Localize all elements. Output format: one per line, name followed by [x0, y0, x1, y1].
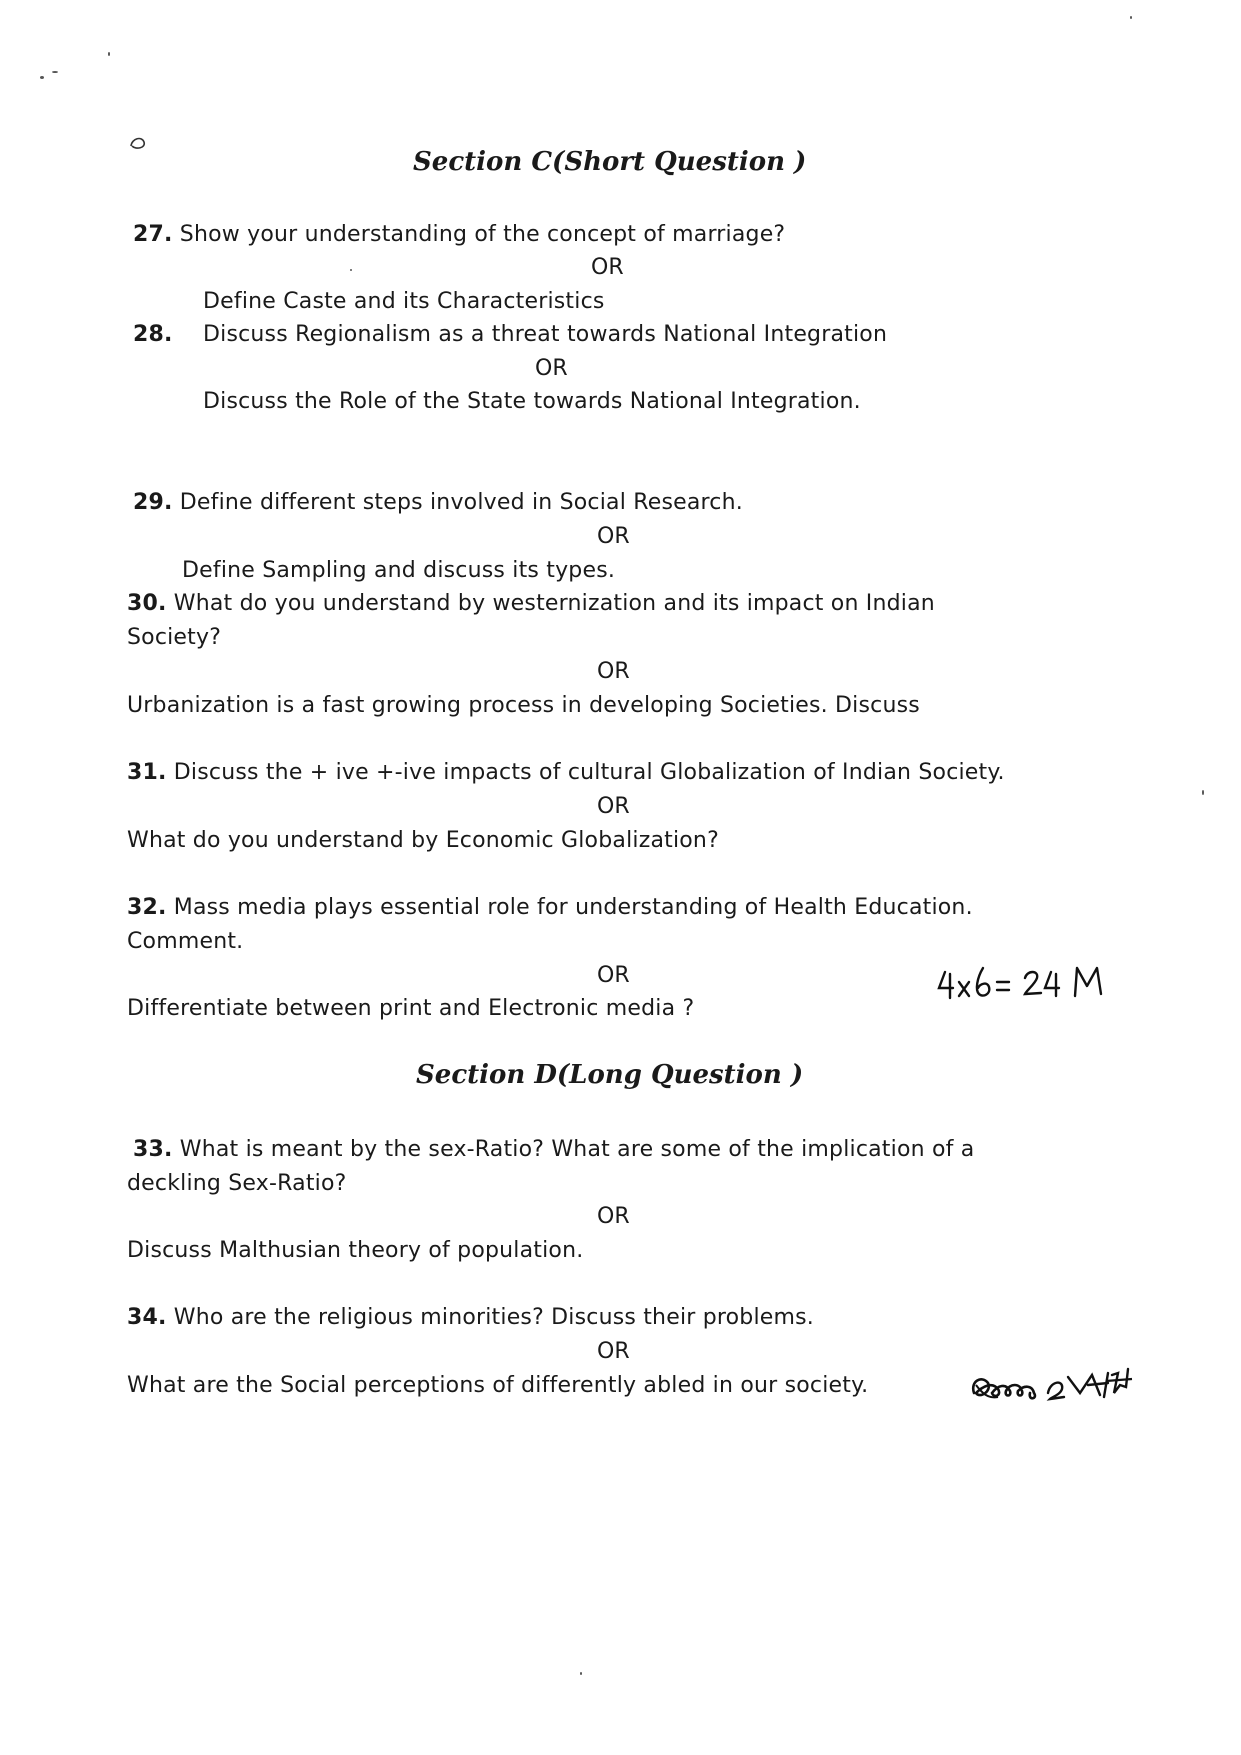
question-32-alternative: Differentiate between print and Electronic media ? [127, 996, 695, 1021]
or-divider: OR [597, 659, 630, 684]
handwritten-signature [968, 1363, 1148, 1409]
or-divider: OR [597, 1204, 630, 1229]
question-text: Mass media plays essential role for understanding of Health Education. [173, 895, 973, 920]
or-divider: OR [591, 255, 624, 280]
corner-scribble [128, 134, 150, 154]
question-31 [127, 759, 1005, 787]
question-text: Discuss Regionalism as a threat towards National Integration [203, 322, 888, 347]
or-divider: OR [597, 524, 630, 549]
scan-speck [1202, 790, 1204, 795]
question-27-alternative: Define Caste and its Characteristics [203, 289, 605, 314]
scan-speck [350, 269, 352, 271]
question-text: What is meant by the sex-Ratio? What are some of the implication of a [179, 1137, 975, 1162]
question-number: 29. [133, 490, 173, 515]
question-33-continuation: deckling Sex-Ratio? [127, 1171, 347, 1196]
question-number: 31. [127, 760, 167, 785]
question-33 [133, 1136, 974, 1164]
question-text: Who are the religious minorities? Discuss their problems. [173, 1305, 814, 1330]
question-text: Show your understanding of the concept of marriage? [179, 222, 786, 247]
question-number: 33. [133, 1137, 173, 1162]
question-number: 27. [133, 222, 173, 247]
marks-note-ink [935, 960, 1135, 1010]
question-number: 30. [127, 591, 167, 616]
question-number: 32. [127, 895, 167, 920]
scan-speck [52, 71, 58, 73]
question-text: What do you understand by westernization and its impact on Indian [173, 591, 935, 616]
question-34 [127, 1304, 814, 1332]
scan-speck [1130, 16, 1132, 19]
question-number: 28. [133, 322, 173, 347]
section-c-heading: Section C(Short Question ) [413, 147, 807, 177]
or-divider: OR [535, 356, 568, 381]
question-30-continuation: Society? [127, 625, 222, 650]
scan-speck [40, 76, 44, 79]
question-text: Discuss the + ive +-ive impacts of cultural Globalization of Indian Society. [173, 760, 1005, 785]
scan-speck [580, 1672, 582, 1675]
or-divider: OR [597, 794, 630, 819]
handwritten-marks-note [935, 960, 1135, 1010]
or-divider: OR [597, 963, 630, 988]
question-text: Define different steps involved in Social Research. [179, 490, 743, 515]
question-29-alternative: Define Sampling and discuss its types. [182, 558, 616, 583]
scan-speck [108, 52, 110, 56]
question-30-alternative: Urbanization is a fast growing process in developing Societies. Discuss [127, 693, 920, 718]
question-33-alternative: Discuss Malthusian theory of population. [127, 1238, 584, 1263]
question-number: 34. [127, 1305, 167, 1330]
or-divider: OR [597, 1339, 630, 1364]
question-34-alternative: What are the Social perceptions of differently abled in our society. [127, 1373, 869, 1398]
question-28 [133, 321, 887, 349]
question-32 [127, 894, 973, 922]
question-28-alternative: Discuss the Role of the State towards National Integration. [203, 389, 861, 414]
question-31-alternative: What do you understand by Economic Globalization? [127, 828, 719, 853]
question-30 [127, 590, 935, 618]
question-32-continuation: Comment. [127, 929, 244, 954]
section-d-heading: Section D(Long Question ) [416, 1060, 804, 1090]
question-29 [133, 489, 743, 517]
question-27 [133, 221, 785, 249]
